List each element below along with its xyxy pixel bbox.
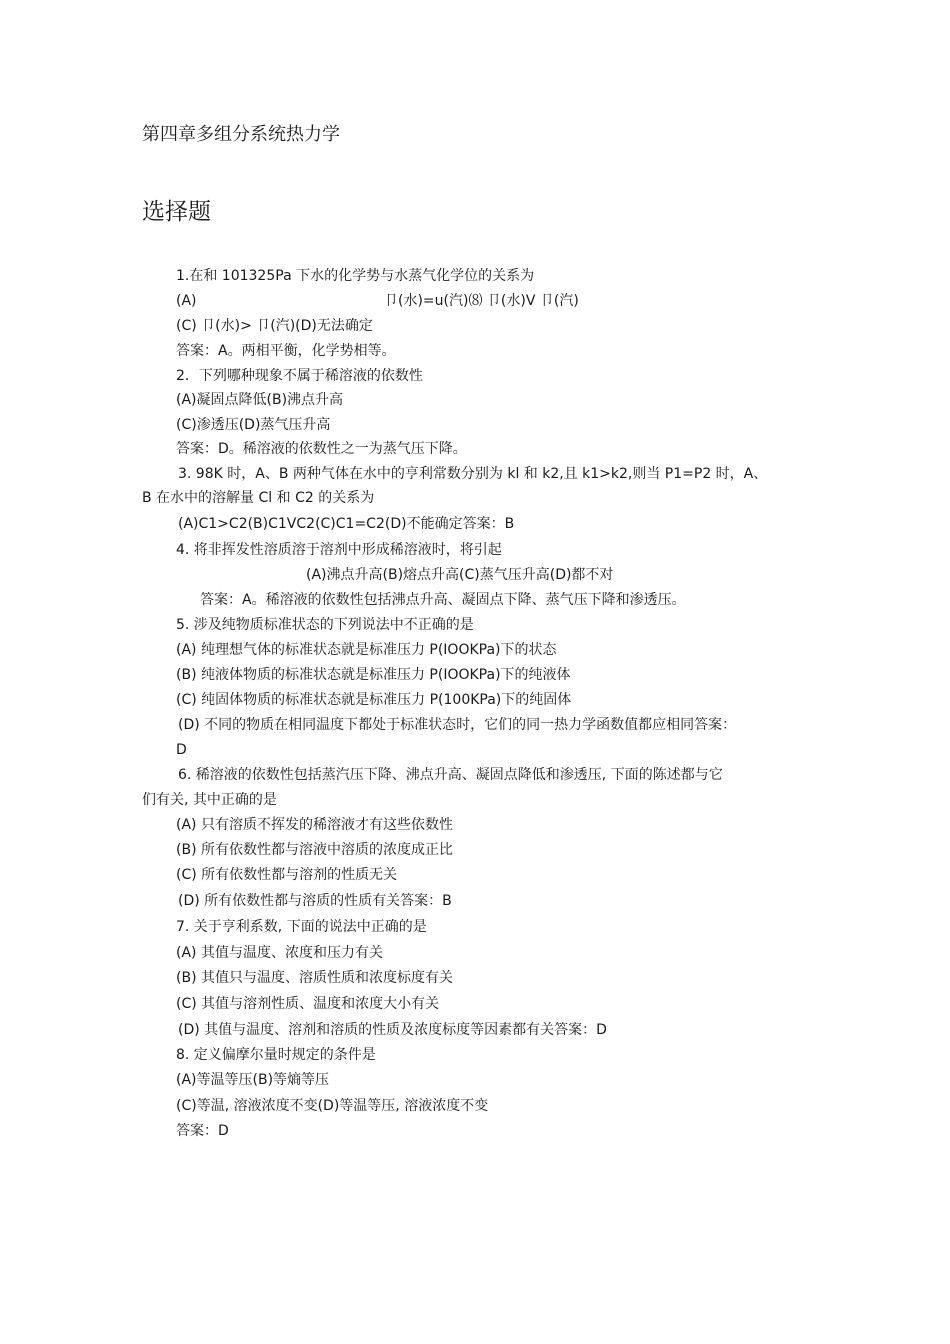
q6-stem-cont: 们有关, 其中正确的是 xyxy=(142,792,277,808)
q1-options-cd: (C) 卩(水)> 卩(汽)(D)无法确定 xyxy=(176,318,373,334)
q5-answer: D xyxy=(176,742,187,758)
q4-answer: 答案：A。稀溶液的依数性包括沸点升高、凝固点下降、蒸气压下降和渗透压。 xyxy=(200,592,686,608)
q8-options-cd: (C)等温, 溶液浓度不变(D)等温等压, 溶液浓度不变 xyxy=(176,1098,489,1114)
q2-answer: 答案：D。稀溶液的依数性之一为蒸气压下降。 xyxy=(176,441,467,457)
q7-stem: 7. 关于亨利系数, 下面的说法中正确的是 xyxy=(176,919,427,935)
q6-option-c: (C) 所有依数性都与溶剂的性质无关 xyxy=(176,867,398,883)
q7-option-b: (B) 其值只与温度、溶质性质和浓度标度有关 xyxy=(176,970,453,986)
q3-stem-cont: B 在水中的溶解量 Cl 和 C2 的关系为 xyxy=(142,490,375,506)
q1-answer: 答案：A。两相平衡，化学势相等。 xyxy=(176,343,396,359)
q7-option-a: (A) 其值与温度、浓度和压力有关 xyxy=(176,945,383,961)
q5-option-b: (B) 纯液体物质的标准状态就是标准压力 P(IOOKPa)下的纯液体 xyxy=(176,667,571,683)
q6-stem: 6. 稀溶液的依数性包括蒸汽压下降、沸点升高、凝固点降低和渗透压, 下面的陈述都与它 xyxy=(178,767,723,783)
q6-option-a: (A) 只有溶质不挥发的稀溶液才有这些依数性 xyxy=(176,817,453,833)
q8-answer: 答案：D xyxy=(176,1123,229,1139)
q7-option-c: (C) 其值与溶剂性质、温度和浓度大小有关 xyxy=(176,996,440,1012)
q1-option-a-label: (A) xyxy=(176,293,197,309)
q6-option-d: (D) 所有依数性都与溶质的性质有关答案：B xyxy=(178,893,452,909)
q3-options-answer: (A)C1>C2(B)C1VC2(C)C1=C2(D)不能确定答案：B xyxy=(178,516,515,532)
q5-option-c: (C) 纯固体物质的标准状态就是标准压力 P(100KPa)下的纯固体 xyxy=(176,692,572,708)
q2-options-ab: (A)凝固点降低(B)沸点升高 xyxy=(176,392,344,408)
q4-stem: 4. 将非挥发性溶质溶于溶剂中形成稀溶液时，将引起 xyxy=(176,542,502,558)
q1-stem: 1.在和 101325Pa 下水的化学势与水蒸气化学位的关系为 xyxy=(176,268,535,284)
q4-options: (A)沸点升高(B)熔点升高(C)蒸气压升高(D)都不对 xyxy=(306,567,614,583)
section-title: 选择题 xyxy=(142,199,211,225)
q8-options-ab: (A)等温等压(B)等熵等压 xyxy=(176,1072,330,1088)
q8-stem: 8. 定义偏摩尔量时规定的条件是 xyxy=(176,1047,376,1063)
q5-stem: 5. 涉及纯物质标准状态的下列说法中不正确的是 xyxy=(176,617,474,633)
q6-option-b: (B) 所有依数性都与溶液中溶质的浓度成正比 xyxy=(176,842,453,858)
q5-option-d: (D) 不同的物质在相同温度下都处于标准状态时，它们的同一热力学函数值都应相同答案： xyxy=(178,717,737,733)
q3-stem: 3. 98K 时，A、B 两种气体在水中的亨利常数分别为 kl 和 k2,且 k1>k2,则当 P1=P2 时，A、 xyxy=(178,466,768,482)
q1-options-ab: 卩(水)=u(汽)⑻ 卩(水)V 卩(汽) xyxy=(384,293,579,309)
q7-option-d: (D) 其值与温度、溶剂和溶质的性质及浓度标度等因素都有关答案：D xyxy=(178,1022,607,1038)
q2-stem: 2．下列哪种现象不属于稀溶液的依数性 xyxy=(176,368,423,384)
q2-options-cd: (C)渗透压(D)蒸气压升高 xyxy=(176,417,331,433)
chapter-title: 第四章多组分系统热力学 xyxy=(142,124,340,145)
q5-option-a: (A) 纯理想气体的标准状态就是标准压力 P(IOOKPa)下的状态 xyxy=(176,642,557,658)
